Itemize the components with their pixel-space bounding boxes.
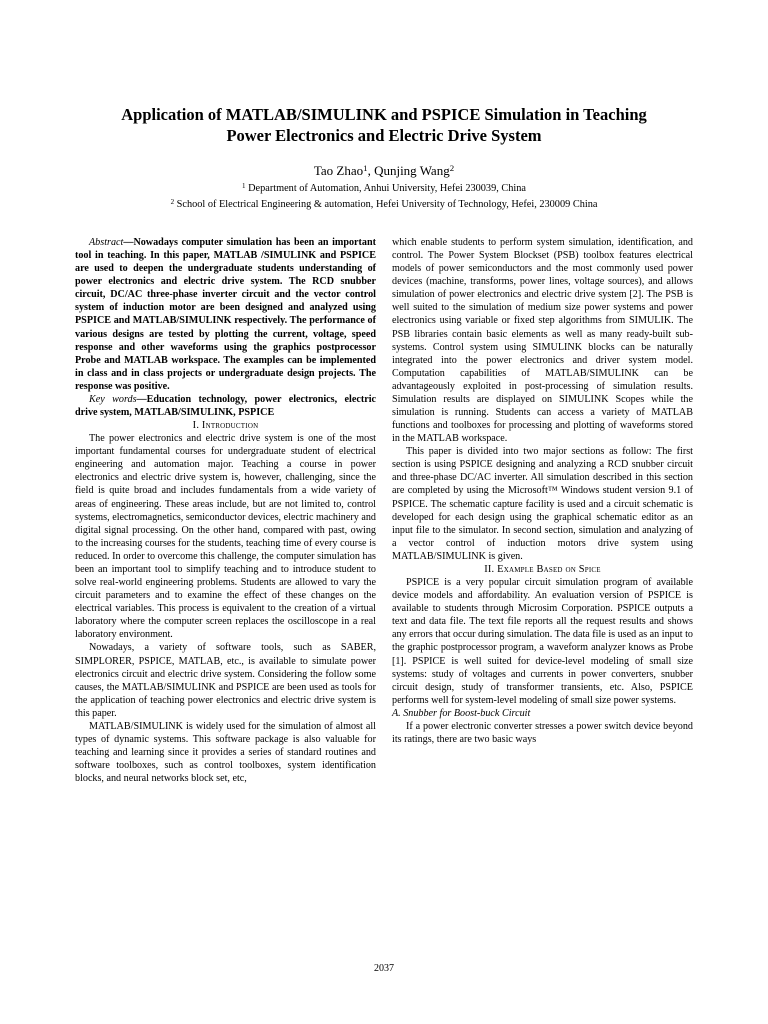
abstract-text: —Nowadays computer simulation has been an important tool in teaching. In this paper, MATLAB /SIMULINK and PSPICE are used to deepen the undergraduate students understanding of power electronics and electric drive system. The RCD snubber circuit, DC/AC three-phase inverter circuit and the vector control system of induction motor are been designed and analyzed using PSPICE and MATLAB/SIMULINK respectively. The performance of various designs are tested by plotting the current, voltage, speed response and other waveforms using the graphics postprocessor Probe and MATLAB workspace. The examples can be implemented in class and in class projects or undergraduate design projects. The response was positive. xyxy=(75,237,376,392)
author-name: Qunjing Wang xyxy=(374,163,450,178)
body-paragraph-continued: which enable students to perform system simulation, identification, and control. The Power System Blockset (PSB) toolbox features electrical models of power semiconductors and the most commonly used power devices (machine, transforms, power lines, voltage sources), and allows simulation of power electronics and electric drive system [2]. The PSB is well suited to the simulation of medium size power systems and power electronics using variable or fixed step algorithms from SIMULIK. The PSB libraries contain basic elements as well as many ready-built sub-systems. Control system using SIMULINK blocks can be naturally integrated into the power electronics and driver system model. Computation capabilities of MATLAB/SIMULINK can be advantageously exploited in post-processing of simulation results. Simulation results are displayed on SIMULINK Scopes while the simulation is running. Students can access a variety of MATLAB functions and toolboxes for processing and plotting of waveforms stored in the MATLAB workspace. xyxy=(392,237,693,445)
author-affiliation-mark: 1 xyxy=(363,163,368,174)
affiliation-1 xyxy=(40,181,728,197)
section-heading-introduction: I. Introduction xyxy=(192,420,259,432)
affiliations xyxy=(40,181,728,212)
left-column xyxy=(75,236,376,785)
keywords xyxy=(75,393,376,419)
right-column xyxy=(392,236,693,746)
affiliation-mark: 1 xyxy=(242,181,246,190)
affiliation-mark: 2 xyxy=(170,197,175,206)
abstract-label: Abstract xyxy=(89,237,124,248)
keywords-text: —Education technology, power electronics, electric drive system, MATLAB/SIMULINK, PSPICE xyxy=(75,393,376,419)
author-affiliation-mark: 2 xyxy=(449,163,455,174)
abstract xyxy=(75,236,376,393)
title-line-1: Application of MATLAB/SIMULINK and PSPICE Simulation in Teaching xyxy=(121,105,647,124)
body-paragraph: Nowadays, a variety of software tools, such as SABER, SIMPLORER, PSPICE, MATLAB, etc., is available to simulate power electronics circuit and electric drive system. Considering the follow some causes, the MATLAB/SIMULINK and PSPICE are been used as tools for the application of teaching power electronics and electric drive system is this paper. xyxy=(75,642,376,719)
affiliation-text: Department of Automation, Anhui University, Hefei 230039, China xyxy=(245,183,526,194)
keywords-label: Key words xyxy=(89,393,137,405)
author-name: Tao Zhao xyxy=(313,163,364,178)
subsection-heading-snubber: A. Snubber for Boost-buck Circuit xyxy=(392,707,531,719)
section-heading-example-spice: II. Example Based on Spice xyxy=(484,563,601,575)
body-paragraph: This paper is divided into two major sections as follow: The first section is using PSPICE designing and analyzing a RCD snubber circuit and three-phase DC/AC inverter. All simulation described in this section are completed by using the Microsoft™ Windows student version 9.1 of PSPICE. The schematic capture facility is used and a circuit schematic is developed for each design using the graphical schematic editor as an input file to the simulator. In second section, simulation and analyzing of a vector control of induction motors drive system using MATLAB/SIMULINK is given. xyxy=(392,446,693,562)
title-line-2: Power Electronics and Electric Drive System xyxy=(226,126,542,145)
page-number: 2037 xyxy=(374,963,394,974)
body-paragraph: PSPICE is a very popular circuit simulation program of available device models and affordability. An evaluation version of PSPICE is available to students through Microsim Corporation. PSPICE outputs a text and data file. The text file reports all the request results and shows any errors that occur during simulation. The data file is used as an input to the graphic postprocessor program, a waveform analyzer knows as Probe [1]. PSPICE is well suited for device-level modeling of small size systems: study of voltages and currents in power converters, snubber circuit design, study of transformer transients, etc. Also, PSPICE performs well for system-level modeling of small size power systems. xyxy=(392,577,693,706)
body-paragraph: The power electronics and electric drive system is one of the most important fundamental courses for undergraduate student of electrical engineering and automation major. Teaching a course in power electronics and electric drive system is, however, challenging, since the field is quite broad and includes fundamentals from a wide variety of areas of engineering. These areas include, but are not limited to, control systems, electromagnetics, semiconductor devices, electric machinery and digital signal processing. On the other hand, compared with past, owing to the increasing courses for the students, teaching time of every course is reduced. In order to overcome this challenge, the computer simulation has been an important tool to simplify teaching and to introduce student to solve real-world engineering problems. Students are allowed to vary the circuit parameters and to examine the effect of these changes on the electrical variables. This process is equivalent to the creation of a virtual laboratory where the computer screen replaces the oscilloscope in a real laboratory environment. xyxy=(75,433,376,641)
author-list xyxy=(60,163,708,179)
author-separator: , xyxy=(367,163,375,178)
body-paragraph: MATLAB/SIMULINK is widely used for the simulation of almost all types of dynamic systems. This software package is also valuable for teaching and learning since it provides a series of standard routines and software toolboxes, such as control toolboxes, system identification blocks, and neural networks block set, etc, xyxy=(75,720,376,785)
paper-title xyxy=(60,104,708,146)
affiliation-2 xyxy=(40,197,728,213)
affiliation-text: School of Electrical Engineering & automation, Hefei University of Technology, Hefei, 230009 China xyxy=(174,198,598,210)
body-paragraph: If a power electronic converter stresses a power switch device beyond its ratings, there are two basic ways xyxy=(392,720,693,745)
